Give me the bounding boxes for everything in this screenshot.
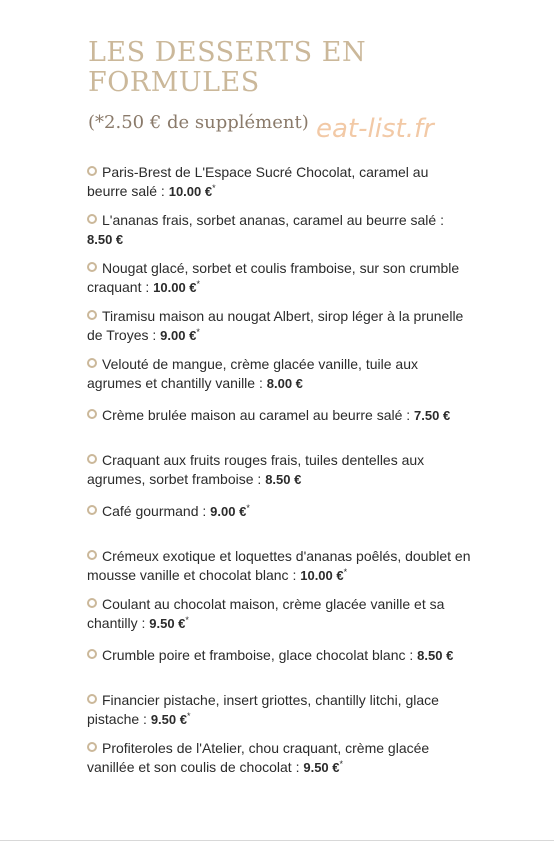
supplement-marker: * [196, 327, 200, 337]
item-price: 9.50 € [149, 616, 186, 631]
dessert-list [87, 164, 472, 788]
list-item [87, 212, 472, 247]
page-title: LES DESSERTS EN FORMULES [88, 37, 367, 98]
list-item [87, 500, 472, 532]
item-price: 9.00 € [160, 328, 197, 343]
item-price: 8.00 € [266, 376, 303, 391]
list-item [87, 692, 472, 727]
item-description: Craquant aux fruits rouges frais, tuiles dentelles aux agrumes, sorbet framboise : [87, 452, 425, 487]
circle-outline-icon [87, 742, 97, 752]
circle-outline-icon [87, 409, 97, 419]
item-description: Crémeux exotique et loquettes d'ananas poêlés, doublet en mousse vanille et chocolat blanc : [87, 548, 471, 583]
list-item [87, 404, 472, 436]
circle-outline-icon [87, 649, 97, 659]
supplement-marker: * [343, 567, 348, 577]
item-price: 9.50 € [150, 712, 187, 727]
item-price: 10.00 € [300, 568, 344, 583]
supplement-marker: * [212, 183, 216, 193]
item-price: 8.50 € [87, 232, 124, 247]
item-price: 9.50 € [303, 760, 340, 775]
circle-outline-icon [87, 166, 97, 176]
item-description: Velouté de mangue, crème glacée vanille, tuile aux agrumes et chantilly vanille : [87, 356, 418, 391]
circle-outline-icon [87, 214, 97, 224]
list-item [87, 452, 472, 487]
item-description: Profiteroles de l'Atelier, chou craquant, crème glacée vanillée et son coulis de chocolat : [87, 740, 430, 775]
item-description: Paris-Brest de L'Espace Sucré Chocolat, caramel au beurre salé : [87, 164, 429, 199]
page-bottom-divider [0, 840, 554, 841]
list-item [87, 596, 472, 631]
supplement-marker: * [196, 279, 201, 289]
list-item [87, 356, 472, 391]
item-price: 10.00 € [168, 184, 213, 199]
item-price: 9.00 € [210, 504, 247, 519]
item-description: Crème brulée maison au caramel au beurre salé : [102, 407, 415, 423]
circle-outline-icon [87, 454, 97, 464]
item-price: 10.00 € [153, 280, 197, 295]
item-price: 7.50 € [414, 408, 451, 423]
circle-outline-icon [87, 262, 97, 272]
item-price: 8.50 € [417, 648, 454, 663]
list-item [87, 548, 472, 583]
item-description: Crumble poire et framboise, glace chocolat blanc : [102, 647, 418, 663]
item-description: Tiramisu maison au nougat Albert, sirop léger à la prunelle de Troyes : [87, 308, 464, 343]
item-description: Coulant au chocolat maison, crème glacée vanille et sa chantilly : [87, 596, 445, 631]
list-item [87, 164, 472, 199]
item-description: L'ananas frais, sorbet ananas, caramel au beurre salé : [102, 212, 444, 228]
list-item [87, 740, 472, 775]
supplement-marker: * [186, 711, 191, 721]
supplement-marker: * [339, 759, 344, 769]
item-description: Financier pistache, insert griottes, chantilly litchi, glace pistache : [87, 692, 439, 727]
watermark: eat-list.fr [316, 114, 434, 144]
supplement-marker: * [246, 503, 250, 513]
item-description: Café gourmand : [102, 503, 211, 519]
supplement-note: (*2.50 € de supplément) [88, 112, 309, 133]
circle-outline-icon [87, 310, 97, 320]
circle-outline-icon [87, 358, 97, 368]
list-item [87, 644, 472, 676]
circle-outline-icon [87, 694, 97, 704]
item-description: Nougat glacé, sorbet et coulis framboise, sur son crumble craquant : [87, 260, 460, 295]
list-item [87, 260, 472, 295]
circle-outline-icon [87, 550, 97, 560]
circle-outline-icon [87, 505, 97, 515]
supplement-marker: * [185, 615, 189, 625]
circle-outline-icon [87, 598, 97, 608]
list-item [87, 308, 472, 343]
item-price: 8.50 € [265, 472, 302, 487]
